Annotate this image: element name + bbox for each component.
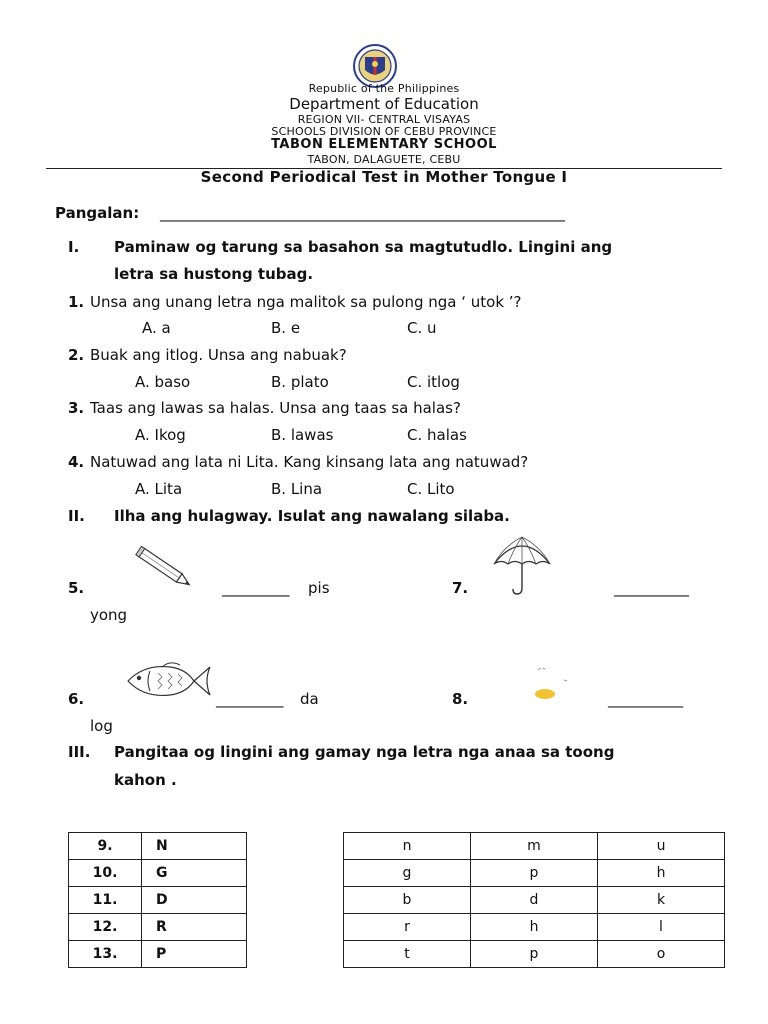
part2-numeral: II. xyxy=(68,507,85,525)
header-school: TABON ELEMENTARY SCHOOL xyxy=(271,137,497,152)
item-number: 9. xyxy=(69,833,142,860)
question-number: 3. xyxy=(68,399,85,417)
table-row xyxy=(344,833,725,860)
table-row xyxy=(344,860,725,887)
header-address: TABON, DALAGUETE, CEBU xyxy=(307,153,461,166)
table-row xyxy=(69,941,247,968)
lowercase-letter-cell[interactable]: d xyxy=(471,887,598,914)
part2-instruction: Ilha ang hulagway. Isulat ang nawalang silaba. xyxy=(114,507,510,525)
lowercase-letter-cell[interactable]: b xyxy=(344,887,471,914)
header-republic: Republic of the Philippines xyxy=(308,82,460,95)
part3-instruction-cont: kahon . xyxy=(114,771,177,789)
part1-instruction: Paminaw og tarung sa basahon sa magtutudlo. Lingini ang xyxy=(114,238,613,256)
option-b[interactable]: B. plato xyxy=(271,373,329,391)
option-a[interactable]: A. Lita xyxy=(135,480,183,498)
fish-icon xyxy=(122,659,214,707)
item-number: 10. xyxy=(69,860,142,887)
option-a[interactable]: A. Ikog xyxy=(135,426,186,444)
table-row xyxy=(69,860,247,887)
part3-numeral: III. xyxy=(68,743,91,761)
option-b[interactable]: B. lawas xyxy=(271,426,334,444)
lowercase-letter-cell[interactable]: n xyxy=(344,833,471,860)
uppercase-letter: G xyxy=(142,860,247,887)
syllable-suffix: pis xyxy=(308,579,330,597)
lowercase-letter-table xyxy=(343,832,725,968)
table-row xyxy=(69,914,247,941)
lowercase-letter-cell[interactable]: h xyxy=(598,860,725,887)
item-number: 13. xyxy=(69,941,142,968)
egg-icon xyxy=(514,664,578,708)
table-row xyxy=(344,914,725,941)
question-number: 1. xyxy=(68,293,85,311)
pencil-icon xyxy=(132,545,200,597)
lowercase-letter-cell[interactable]: o xyxy=(598,941,725,968)
lowercase-letter-cell[interactable]: p xyxy=(471,941,598,968)
question-text: Natuwad ang lata ni Lita. Kang kinsang lata ang natuwad? xyxy=(90,453,529,471)
lowercase-letter-cell[interactable]: r xyxy=(344,914,471,941)
option-a[interactable]: A. a xyxy=(142,319,171,337)
option-c[interactable]: C. u xyxy=(407,319,437,337)
lowercase-letter-cell[interactable]: m xyxy=(471,833,598,860)
table-row xyxy=(344,887,725,914)
item-number: 8. xyxy=(452,690,469,708)
part1-instruction-cont: letra sa hustong tubag. xyxy=(114,265,314,283)
header-division: SCHOOLS DIVISION OF CEBU PROVINCE xyxy=(271,125,497,138)
answer-blank[interactable]: __________ xyxy=(614,579,689,597)
lowercase-letter-cell[interactable]: p xyxy=(471,860,598,887)
name-blank[interactable]: ______________________________________________________ xyxy=(160,204,565,222)
table-row xyxy=(344,941,725,968)
part1-numeral: I. xyxy=(68,238,80,256)
option-c[interactable]: C. halas xyxy=(407,426,467,444)
name-label: Pangalan: xyxy=(55,204,140,222)
question-number: 4. xyxy=(68,453,85,471)
umbrella-icon xyxy=(490,534,554,602)
lowercase-letter-cell[interactable]: u xyxy=(598,833,725,860)
header-region: REGION VII- CENTRAL VISAYAS xyxy=(297,113,471,126)
question-number: 2. xyxy=(68,346,85,364)
question-text: Unsa ang unang letra nga malitok sa pulong nga ‘ utok ’? xyxy=(90,293,522,311)
uppercase-letter: D xyxy=(142,887,247,914)
item-number: 6. xyxy=(68,690,85,708)
syllable-suffix: log xyxy=(90,717,113,735)
test-title: Second Periodical Test in Mother Tongue I xyxy=(200,168,568,186)
answer-blank[interactable]: __________ xyxy=(608,690,683,708)
lowercase-letter-cell[interactable]: t xyxy=(344,941,471,968)
item-number: 5. xyxy=(68,579,85,597)
answer-blank[interactable]: _________ xyxy=(216,690,284,708)
option-b[interactable]: B. Lina xyxy=(271,480,323,498)
uppercase-letter: R xyxy=(142,914,247,941)
lowercase-letter-cell[interactable]: h xyxy=(471,914,598,941)
lowercase-letter-cell[interactable]: k xyxy=(598,887,725,914)
uppercase-letter: P xyxy=(142,941,247,968)
uppercase-letter: N xyxy=(142,833,247,860)
item-number: 11. xyxy=(69,887,142,914)
syllable-suffix: da xyxy=(300,690,319,708)
question-text: Buak ang itlog. Unsa ang nabuak? xyxy=(90,346,347,364)
question-text: Taas ang lawas sa halas. Unsa ang taas sa halas? xyxy=(90,399,461,417)
uppercase-letter-table xyxy=(68,832,247,968)
part3-instruction: Pangitaa og lingini ang gamay nga letra nga anaa sa toong xyxy=(114,743,615,761)
header-department: Department of Education xyxy=(289,95,479,113)
item-number: 12. xyxy=(69,914,142,941)
answer-blank[interactable]: _________ xyxy=(222,579,290,597)
item-number: 7. xyxy=(452,579,469,597)
table-row xyxy=(69,887,247,914)
option-c[interactable]: C. Lito xyxy=(407,480,455,498)
option-b[interactable]: B. e xyxy=(271,319,301,337)
lowercase-letter-cell[interactable]: l xyxy=(598,914,725,941)
table-row xyxy=(69,833,247,860)
option-a[interactable]: A. baso xyxy=(135,373,191,391)
lowercase-letter-cell[interactable]: g xyxy=(344,860,471,887)
option-c[interactable]: C. itlog xyxy=(407,373,460,391)
syllable-suffix: yong xyxy=(90,606,128,624)
